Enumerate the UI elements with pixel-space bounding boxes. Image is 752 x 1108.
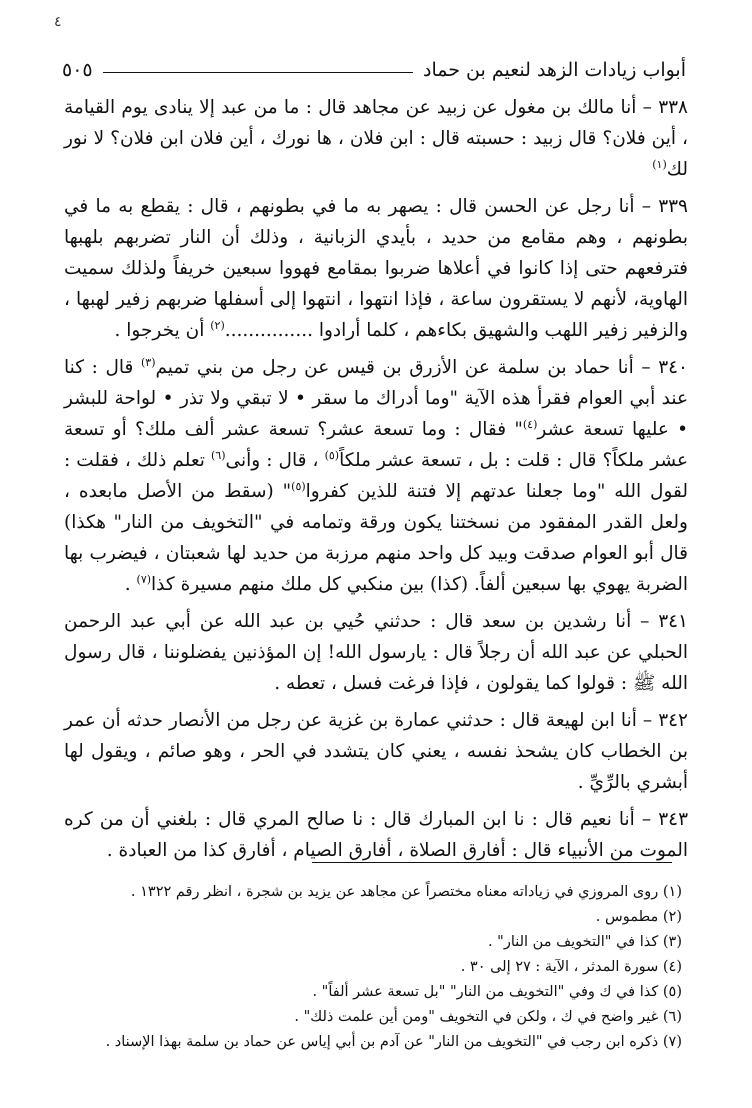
page-number: ٥٠٥ [62, 59, 93, 81]
entry-text: أنا رجل عن الحسن قال : يصهر به ما في بطونهم ، قال : يقطع به ما في بطونهم ، وهم مقامع من حديد ، بأيدي الزبانية ، وذلك أن النار تضربهم بلهبها فترفعهم حتى إذا كانوا في أعلاها ضربوا بمقامع فهووا سبعين خريفاً ولذلك سميت الهاوية، لأنهم لا يستقرون ساعة ، فإذا انتهوا ، انتهوا إلى أسفلها ضربهم زفير لهبها ، والزفير زفير اللهب والشهيق بكاءهم ، كلما أرادوا ............... [64, 196, 688, 341]
entry-text: أنا ابن لهيعة قال : حدثني عمارة بن غزية عن رجل من الأنصار حدثه أن عمر بن الخطاب كان يشحذ نفسه ، يعني كان يتشدد في الحر ، وهو صائم ، ويقول لها أبشري بالرِّيِّ . [64, 710, 688, 793]
entry-number: ٣٣٨ [658, 97, 688, 118]
footnote: (٧) ذكره ابن رجب في "التخويف من النار" عن آدم بن أبي إياس عن حماد بن سلمة بهذا الإسناد . [105, 1034, 682, 1050]
entry-number: ٣٤١ [658, 611, 688, 632]
entry-338: ٣٣٨ – أنا مالك بن مغول عن زبيد عن مجاهد قال : ما من عبد إلا ينادى يوم القيامة ، أين فلان؟ قال زبيد : حسبته قال : ابن فلان ، ها نورك ، أين فلان ابن فلان؟ لا نور لك$^{(١)}$ [64, 97, 688, 180]
entry-text: أنا حماد بن سلمة عن الأزرق بن قيس عن رجل من بني تميم [155, 357, 634, 378]
footnote: (٦) غير واضح في ك ، ولكن في التخويف "ومن أين علمت ذلك" . [294, 1009, 682, 1025]
footnote-ref: (٣) [140, 355, 156, 369]
footnote-ref: (٢) [210, 318, 225, 332]
entry-number: ٣٤٣ [658, 809, 689, 830]
entry-number: ٣٤٢ [658, 710, 688, 731]
footnote-ref: (٥) [324, 448, 340, 462]
entry-text: قال : كنا عند أبي العوام فقرأ هذه الآية "وما أدراك ما سقر • لا تبقي ولا تذر • لواحة للبشر • عليها تسعة عشر [64, 357, 688, 440]
entry-341: ٣٤١ – أنا رشدين بن سعد قال : حدثني حُيي بن عبد الله عن أبي عبد الرحمن الحبلي عن عبد الله أن رجلاً قال : يارسول الله! إن المؤذنين يفضلوننا ، قال رسول الله ﷺ : قولوا كما يقولون ، فإذا فرغت فسل ، تعطه . [64, 611, 688, 694]
footnote: (٢) مطموس . [595, 909, 682, 925]
footnote-ref: (٦) [211, 448, 226, 462]
entry-343: ٣٤٣ – أنا نعيم قال : نا ابن المبارك قال : نا صالح المري قال : بلغني أن من كره الموت من الأنبياء قال : أفارق الصلاة ، أفارق الصيام ، أفارق كذا من العبادة . [64, 809, 689, 861]
entry-text: " فقال : وما تسعة عشر؟ تسعة عشر ألف ملك؟ أو تسعة عشر ملكاً؟ قال : قلت : بل ، تسعة عشر ملكاً [64, 419, 688, 471]
footnote: (٤) سورة المدثر ، الآية : ٢٧ إلى ٣٠ . [460, 959, 682, 975]
entry-342: ٣٤٢ – أنا ابن لهيعة قال : حدثني عمارة بن غزية عن رجل من الأنصار حدثه أن عمر بن الخطاب كان يشحذ نفسه ، يعني كان يتشدد في الحر ، وهو صائم ، ويقول لها أبشري بالرِّيِّ . [64, 710, 688, 793]
footnote-ref: (٤) [522, 417, 538, 431]
running-header [62, 56, 686, 84]
footnote: (٥) كذا في ك وفي "التخويف من النار" "بل تسعة عشر ألفاً" . [312, 984, 682, 1000]
entry-number: ٣٣٩ [658, 196, 688, 217]
entry-339: ٣٣٩ – أنا رجل عن الحسن قال : يصهر به ما في بطونهم ، قال : يقطع به ما في بطونهم ، وهم مقامع من حديد ، بأيدي الزبانية ، وذلك أن النار تضربهم بلهبها فترفعهم حتى إذا كانوا في أعلاها ضربوا بمقامع فهووا سبعين خريفاً ولذلك سميت الهاوية، لأنهم لا يستقرون ساعة ، فإذا انتهوا ، انتهوا إلى أسفلها ضربهم زفير لهبها ، والزفير زفير اللهب والشهيق بكاءهم ، كلما أرادوا ...............$^{(٢)}$ أن يخرجوا . [64, 196, 688, 341]
entry-text: أنا مالك بن مغول عن زبيد عن مجاهد قال : ما من عبد إلا ينادى يوم القيامة ، أين فلان؟ قال زبيد : حسبته قال : ابن فلان ، ها نورك ، أين فلان ابن فلان؟ لا نور لك [64, 97, 688, 180]
entry-tail: أن يخرجوا . [114, 320, 205, 341]
footnote-ref: (٧) [136, 572, 152, 586]
main-text [64, 92, 688, 872]
entry-text: ، قال : وأنى [225, 450, 319, 471]
footnote: (١) روى المروزي في زياداته معناه مختصراً عن مجاهد عن يزيد بن شجرة ، انظر رقم ١٣٢٢ . [130, 884, 682, 900]
footnotes [80, 880, 682, 1055]
entry-text: " (سقط من الأصل مابعده ، ولعل القدر المفقود من نسختنا يكون ورقة وتمامه في "التخويف من النار" هكذا) قال أبو العوام صدقت وبيد كل واحد منهم مرزبة من حديد لها شعبتان ، فيضرب بها الضربة يهوي بها سبعين ألفاً. (كذا) بين منكبي كل ملك منهم مسيرة كذا [64, 481, 688, 595]
footnote: (٣) كذا في "التخويف من النار" . [487, 934, 682, 950]
entry-340: ٣٤٠ – أنا حماد بن سلمة عن الأزرق بن قيس عن رجل من بني تميم$^{(٣)}$ قال : كنا عند أبي العوام فقرأ هذه الآية "وما أدراك ما سقر • لا تبقي ولا تذر • لواحة للبشر • عليها تسعة عشر$^{(٤)}$" فقال : وما تسعة عشر؟ تسعة عشر ألف ملك؟ أو تسعة عشر ملكاً؟ قال : قلت : بل ، تسعة عشر ملكاً$^{(٥)}$ ، قال : وأنى$^{(٦)}$ تعلم ذلك ، فقلت : لقول الله "وما جعلنا عدتهم إلا فتنة للذين كفروا$^{(٥)}$" (سقط من الأصل مابعده ، ولعل القدر المفقود من نسختنا يكون ورقة وتمامه في "التخويف من النار" هكذا) قال أبو العوام صدقت وبيد كل واحد منهم مرزبة من حديد لها شعبتان ، فيضرب بها الضربة يهوي بها سبعين ألفاً. (كذا) بين منكبي كل ملك منهم مسيرة كذا$^{(٧)}$ . [64, 355, 689, 595]
entry-text: أنا نعيم قال : نا ابن المبارك قال : نا صالح المري قال : بلغني أن من كره الموت من الأنبياء قال : أفارق الصلاة ، أفارق الصيام ، أفارق كذا من العبادة . [64, 809, 688, 861]
entry-text: أنا رشدين بن سعد قال : حدثني حُيي بن عبد الله عن أبي عبد الرحمن الحبلي عن عبد الله أن رجلاً قال : يارسول الله! إن المؤذنين يفضلوننا ، قال رسول الله ﷺ : قولوا كما يقولون ، فإذا فرغت فسل ، تعطه . [64, 611, 688, 694]
entry-text: تعلم ذلك ، فقلت : لقول الله "وما جعلنا عدتهم إلا فتنة للذين كفروا [64, 450, 689, 502]
footnote-ref: (٥) [291, 479, 306, 493]
entry-number: ٣٤٠ [658, 357, 688, 378]
footnote-ref: (١) [652, 157, 667, 171]
corner-mark: ٤ [54, 14, 62, 30]
entry-tail: . [124, 574, 131, 595]
footnote-separator [312, 862, 672, 863]
header-rule [103, 72, 413, 73]
header-title: أبواب زيادات الزهد لنعيم بن حماد [423, 59, 686, 81]
